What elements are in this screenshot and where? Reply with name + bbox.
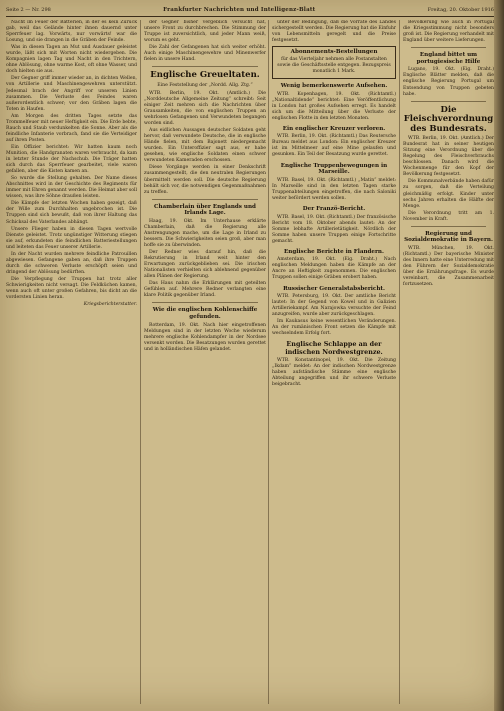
divider (152, 199, 258, 200)
paragraph: WTB. Kopenhagen, 19. Okt. (Richtamtl.) „Nationaltidende“ berichtet: Eine Veröffentlichung in London hat großes Aufsehen erregt. Es handelt sich um die Mitteilung über die Verluste der englischen Flotte in den letzten Monaten. (272, 91, 396, 121)
paragraph: Nacht im Feuer der Batterien, in der es kein Zurück gab, weil das Gelände hinter ihnen dauernd unter Sperrfeuer lag. Vorwärts, nur vorwärts! war die Losung, und sie drangen in die Gräben der Feinde. (6, 20, 137, 44)
paragraph: WTB. Berlin, 19. Okt. (Richtamtl.) Das Reutersche Bureau meldet aus London: Ein englischer Kreuzer ist im Mittelmeer auf eine Mine gelaufen und gesunken. Ein Teil der Besatzung wurde gerettet. (272, 134, 396, 158)
headline-marseille: Englische Truppenbewegungen in Marseille. (280, 162, 388, 176)
article-body (272, 134, 396, 158)
divider (411, 101, 486, 102)
article-columns (6, 20, 494, 704)
paragraph: Aus eidlichen Aussagen deutscher Soldaten geht hervor, daß verwundete Deutsche, die in englische Hände fielen, mit dem Bajonett niedergemacht wurden. Ein Unteroffizier sagt aus, er habe gesehen, wie englische Soldaten einen schwer verwundeten Kameraden erschossen. (144, 128, 266, 164)
paragraph: Die Verpflegung der Truppen hat trotz aller Schwierigkeiten nicht versagt. Die Feldküchen kamen, wenn auch oft unter großen Gefahren, bis dicht an die vordersten Linien heran. (6, 276, 137, 301)
paragraph: Diese Vorgänge werden in einer Denkschrift zusammengestellt, die den neutralen Regierungen übermittelt werden soll. Die deutsche Regierung behält sich vor, die notwendigen Gegenmaßnahmen zu treffen. (144, 165, 266, 195)
headline-bayern: Regierung und Sozialdemokratie in Bayern. (404, 230, 493, 244)
headline-aufsehen: Wenig bemerkenswerte Aufsehen. (280, 82, 388, 89)
article-body (272, 215, 396, 245)
paragraph: Die Kommunalverbände haben dafür zu sorgen, daß die Verteilung gleichmäßig erfolgt. Kinder unter sechs Jahren erhalten die Hälfte der Menge. (403, 179, 494, 209)
article-body (144, 91, 266, 196)
paragraph: WTB. Konstantinopel, 19. Okt. Die Zeitung „Ikdam“ meldet: An der indischen Nordwestgrenze haben aufständische Stämme eine englische Abteilung angegriffen und ihr schwere Verluste beigebracht. (272, 358, 396, 388)
headline-kohlenschiffe: Wie die englischen Kohlenschiffe gefunden. (152, 307, 258, 321)
paragraph: Amsterdam, 19. Okt. (Eig. Draht.) Nach englischen Meldungen haben die Kämpfe an der Ancre an Heftigkeit zugenommen. Die englischen Truppen sollen einige Gräben erobert haben. (272, 257, 396, 281)
paragraph: Haag, 19. Okt. Im Unterhause erklärte Chamberlain, daß die Regierung alle Anstrengungen mache, um die Lage in Irland zu bessern. Die Schwierigkeiten seien groß, aber man hoffe sie zu überwinden. (144, 218, 266, 249)
headline-fleischverordnung: Die Fleischverordnung des Bundesrats. (403, 104, 494, 134)
paragraph: Das Haus nahm die Erklärungen mit geteilten Gefühlen auf. Mehrere Redner verlangten eine klare Politik gegenüber Irland. (144, 281, 266, 299)
subscription-notice (272, 46, 396, 79)
article-body (144, 323, 266, 353)
article-body (272, 92, 396, 122)
divider (411, 47, 486, 48)
headline-flandern: Englische Berichte in Flandern. (284, 248, 384, 255)
paragraph: WTB. Berlin, 19. Okt. (Amtlich.) Die „Norddeutsche Allgemeine Zeitung“ schreibt: Seit einiger Zeit mehren sich die Nachrichten über Grausamkeiten, die von englischen Truppen an wehrlosen Gefangenen und Verwundeten begangen worden sind. (144, 90, 266, 127)
column-1 (6, 20, 137, 704)
column-4 (403, 20, 494, 704)
column-3 (272, 20, 396, 704)
column-rule (140, 20, 141, 704)
divider (152, 66, 258, 67)
headline-russischer-bericht: Russischer Generalstabsbericht. (283, 285, 385, 292)
paragraph: WTB. Basel, 19. Okt. (Richtamtl.) Der französische Bericht vom 18. Oktober abends lautet: An der Somme lebhafte Artillerietätigkeit. Nördlich der Somme haben unsere Truppen einige Fortschritte gemacht. (272, 214, 396, 244)
paragraph: Der Gegner griff immer wieder an, in dichten Wellen, von Artillerie und Maschinengewehren unterstützt. Jedesmal brach der Angriff vor unseren Linien zusammen. Die Verluste des Feindes waren außerordentlich schwer; vor den Gräben lagen die Toten in Haufen. (6, 76, 137, 112)
paragraph: der Gegner bisher vergeblich versucht hat, unsere Front zu durchbrechen. Die Stimmung der Truppe ist zuversichtlich, und jeder Mann weiß, worum es geht. (144, 20, 266, 44)
headline-franzoesischer-bericht: Der Franzö-Bericht. (302, 205, 366, 212)
headline-chamberlain: Chamberlain über Englands und Irlands Lage. (154, 203, 256, 217)
paragraph: WTB. München, 19. Okt. (Richtamtl.) Der bayerische Minister des Innern hatte eine Unterredung mit den Führern der Sozialdemokratie über die Ernährungsfrage. Es wurde vereinbart, die Zusammenarbeit fortzusetzen. (403, 245, 494, 288)
column-4-top (403, 20, 494, 44)
column-1-body (6, 20, 137, 301)
divider (411, 226, 486, 227)
subscription-title: Abonnements-Bestellungen (290, 49, 378, 56)
column-2-top (144, 20, 266, 63)
page-number: Seite 2 — Nr. 298 (6, 7, 51, 13)
article-body (403, 67, 494, 97)
article-body (272, 358, 396, 388)
paragraph: Unsere Flieger haben in diesen Tagen wertvolle Dienste geleistet. Trotz ungünstiger Witterung stiegen sie auf, erkundeten die feindlichen Batteriestellungen und leiteten das Feuer unserer Artillerie. (6, 226, 137, 250)
paragraph: Die Zahl der Gefangenen hat sich weiter erhöht. Auch einige Maschinengewehre und Minenwerfer fielen in unsere Hand. (144, 45, 266, 63)
article-body (144, 219, 266, 300)
subheadline: Eine Feststellung der „Nordd. Allg. Ztg.“ (157, 82, 253, 88)
paragraph: WTB. Berlin, 19. Okt. (Amtlich.) Der Bundesrat hat in seiner heutigen Sitzung eine Verordnung über die Regelung des Fleischverbrauchs beschlossen. Danach wird die Wochenmenge für den Kopf der Bevölkerung festgesetzt. (403, 136, 494, 178)
paragraph: WTB. Petersburg, 19. Okt. Der amtliche Bericht lautet: In der Gegend von Kowel und in Galizien Artilleriekampf. Am Narajowka versuchte der Feind anzugreifen, wurde aber zurückgeschlagen. (272, 294, 396, 318)
paragraph: Am Morgen des dritten Tages setzte das Trommelfeuer mit neuer Heftigkeit ein. Die Erde bebte, Rauch und Staub verdunkelten die Sonne. Aber als die feindliche Infanterie vorbrach, fand sie die Verteidiger auf ihren Posten. (6, 113, 137, 143)
paragraph: Rotterdam, 19. Okt. Nach hier eingetroffenen Meldungen sind in der letzten Woche wiederum mehrere englische Kohlendampfer in der Nordsee versenkt worden. Die Besatzungen wurden gerettet und in holländischen Häfen gelandet. (144, 322, 266, 352)
paragraph: Der Redner wies darauf hin, daß die Rekrutierung in Irland weit hinter den Erwartungen zurückgeblieben sei. Die irischen Nationalisten verhielten sich ablehnend gegenüber allen Plänen der Regierung. (144, 250, 266, 280)
column-2 (144, 20, 266, 704)
paragraph: Lugano, 19. Okt. (Eig. Draht.) Englische Blätter melden, daß die englische Regierung Portugal um Entsendung von Truppen gebeten habe. (403, 67, 494, 97)
paragraph: In der Nacht wurden mehrere feindliche Patrouillen abgewiesen. Gefangene gaben an, daß ihre Truppen durch die schweren Verluste erschöpft seien und dringend der Ablösung bedürften. (6, 251, 137, 275)
paragraph: Was in diesen Tagen an Mut und Ausdauer geleistet wurde, läßt sich mit Worten nicht wiedergeben. Die Kompagnien lagen Tag und Nacht in den Trichtern, ohne Ablösung, ohne warme Kost, oft ohne Wasser, und doch hielten sie aus. (6, 45, 137, 75)
column-rule (399, 20, 400, 704)
paragraph: WTB. Basel, 19. Okt. (Richtamtl.) „Matin“ meldet: In Marseille sind in den letzten Tagen starke Truppenabteilungen eingetroffen, die nach Saloniki weiter befördert werden sollen. (272, 177, 396, 201)
issue-date: Freitag, 20. Oktober 1916 (427, 7, 494, 13)
divider (152, 302, 258, 303)
paragraph: Im Kaukasus keine wesentlichen Veränderungen. An der rumänischen Front setzen die Kämpfe mit wechselndem Erfolg fort. (272, 319, 396, 337)
paragraph: Die Verordnung tritt am 1. November in Kraft. (403, 210, 494, 222)
article-body (272, 257, 396, 281)
headline-nordwestgrenze: Englische Schlappe an der indischen Nordwestgrenze. (285, 340, 383, 356)
headline-portugal: England bittet um portugiesische Hilfe (416, 52, 481, 65)
paragraph: So wurde die Stellung gehalten. Der Name dieses Abschnittes wird in der Geschichte des Regiments für immer mit Ehren genannt werden. Die Heimat aber soll wissen, was ihre Söhne draußen leisten. (6, 176, 137, 200)
paragraph: unter der Bedingung, daß die Vorräte des Landes sichergestellt werden. Die Regierung hat die Einfuhr von Lebensmitteln geregelt und die Preise festgesetzt. (272, 20, 396, 44)
headline-englische-greueltaten: Englische Greueltaten. (150, 70, 260, 81)
article-body (272, 178, 396, 202)
article-body (403, 136, 494, 223)
paragraph: Bevölkerung wie auch in Portugal die Kriegsstimmung nicht besonders groß ist. Die Regierung verhandelt mit England über weitere Lieferungen. (403, 20, 494, 44)
article-body (403, 246, 494, 288)
column-rule (268, 20, 269, 704)
page-header (6, 4, 494, 17)
headline-kreuzer: Ein englischer Kreuzer verloren. (282, 125, 386, 132)
signature: Kriegsberichterstatter. (83, 302, 137, 308)
subscription-text: für das Vierteljahr nehmen alle Postanstalten sowie die Geschäftsstelle entgegen. Bezugspreis monatlich 1 Mark. (277, 56, 391, 74)
paragraph: Die Kämpfe der letzten Wochen haben gezeigt, daß der Wille zum Durchhalten ungebrochen ist. Die Truppen sind sich bewußt, daß von ihrer Haltung das Schicksal des Vaterlandes abhängt. (6, 201, 137, 225)
paragraph: Ein Offizier berichtet: Wir hatten kaum noch Munition, die Handgranaten waren verbraucht, da kam in letzter Stunde der Nachschub. Die Träger hatten sich durch das Sperrfeuer gearbeitet, viele waren gefallen, aber die Kisten kamen an. (6, 144, 137, 175)
column-3-top (272, 20, 396, 44)
masthead: Frankfurter Nachrichten und Intelligenz-Blatt (163, 7, 316, 13)
article-body (272, 294, 396, 337)
